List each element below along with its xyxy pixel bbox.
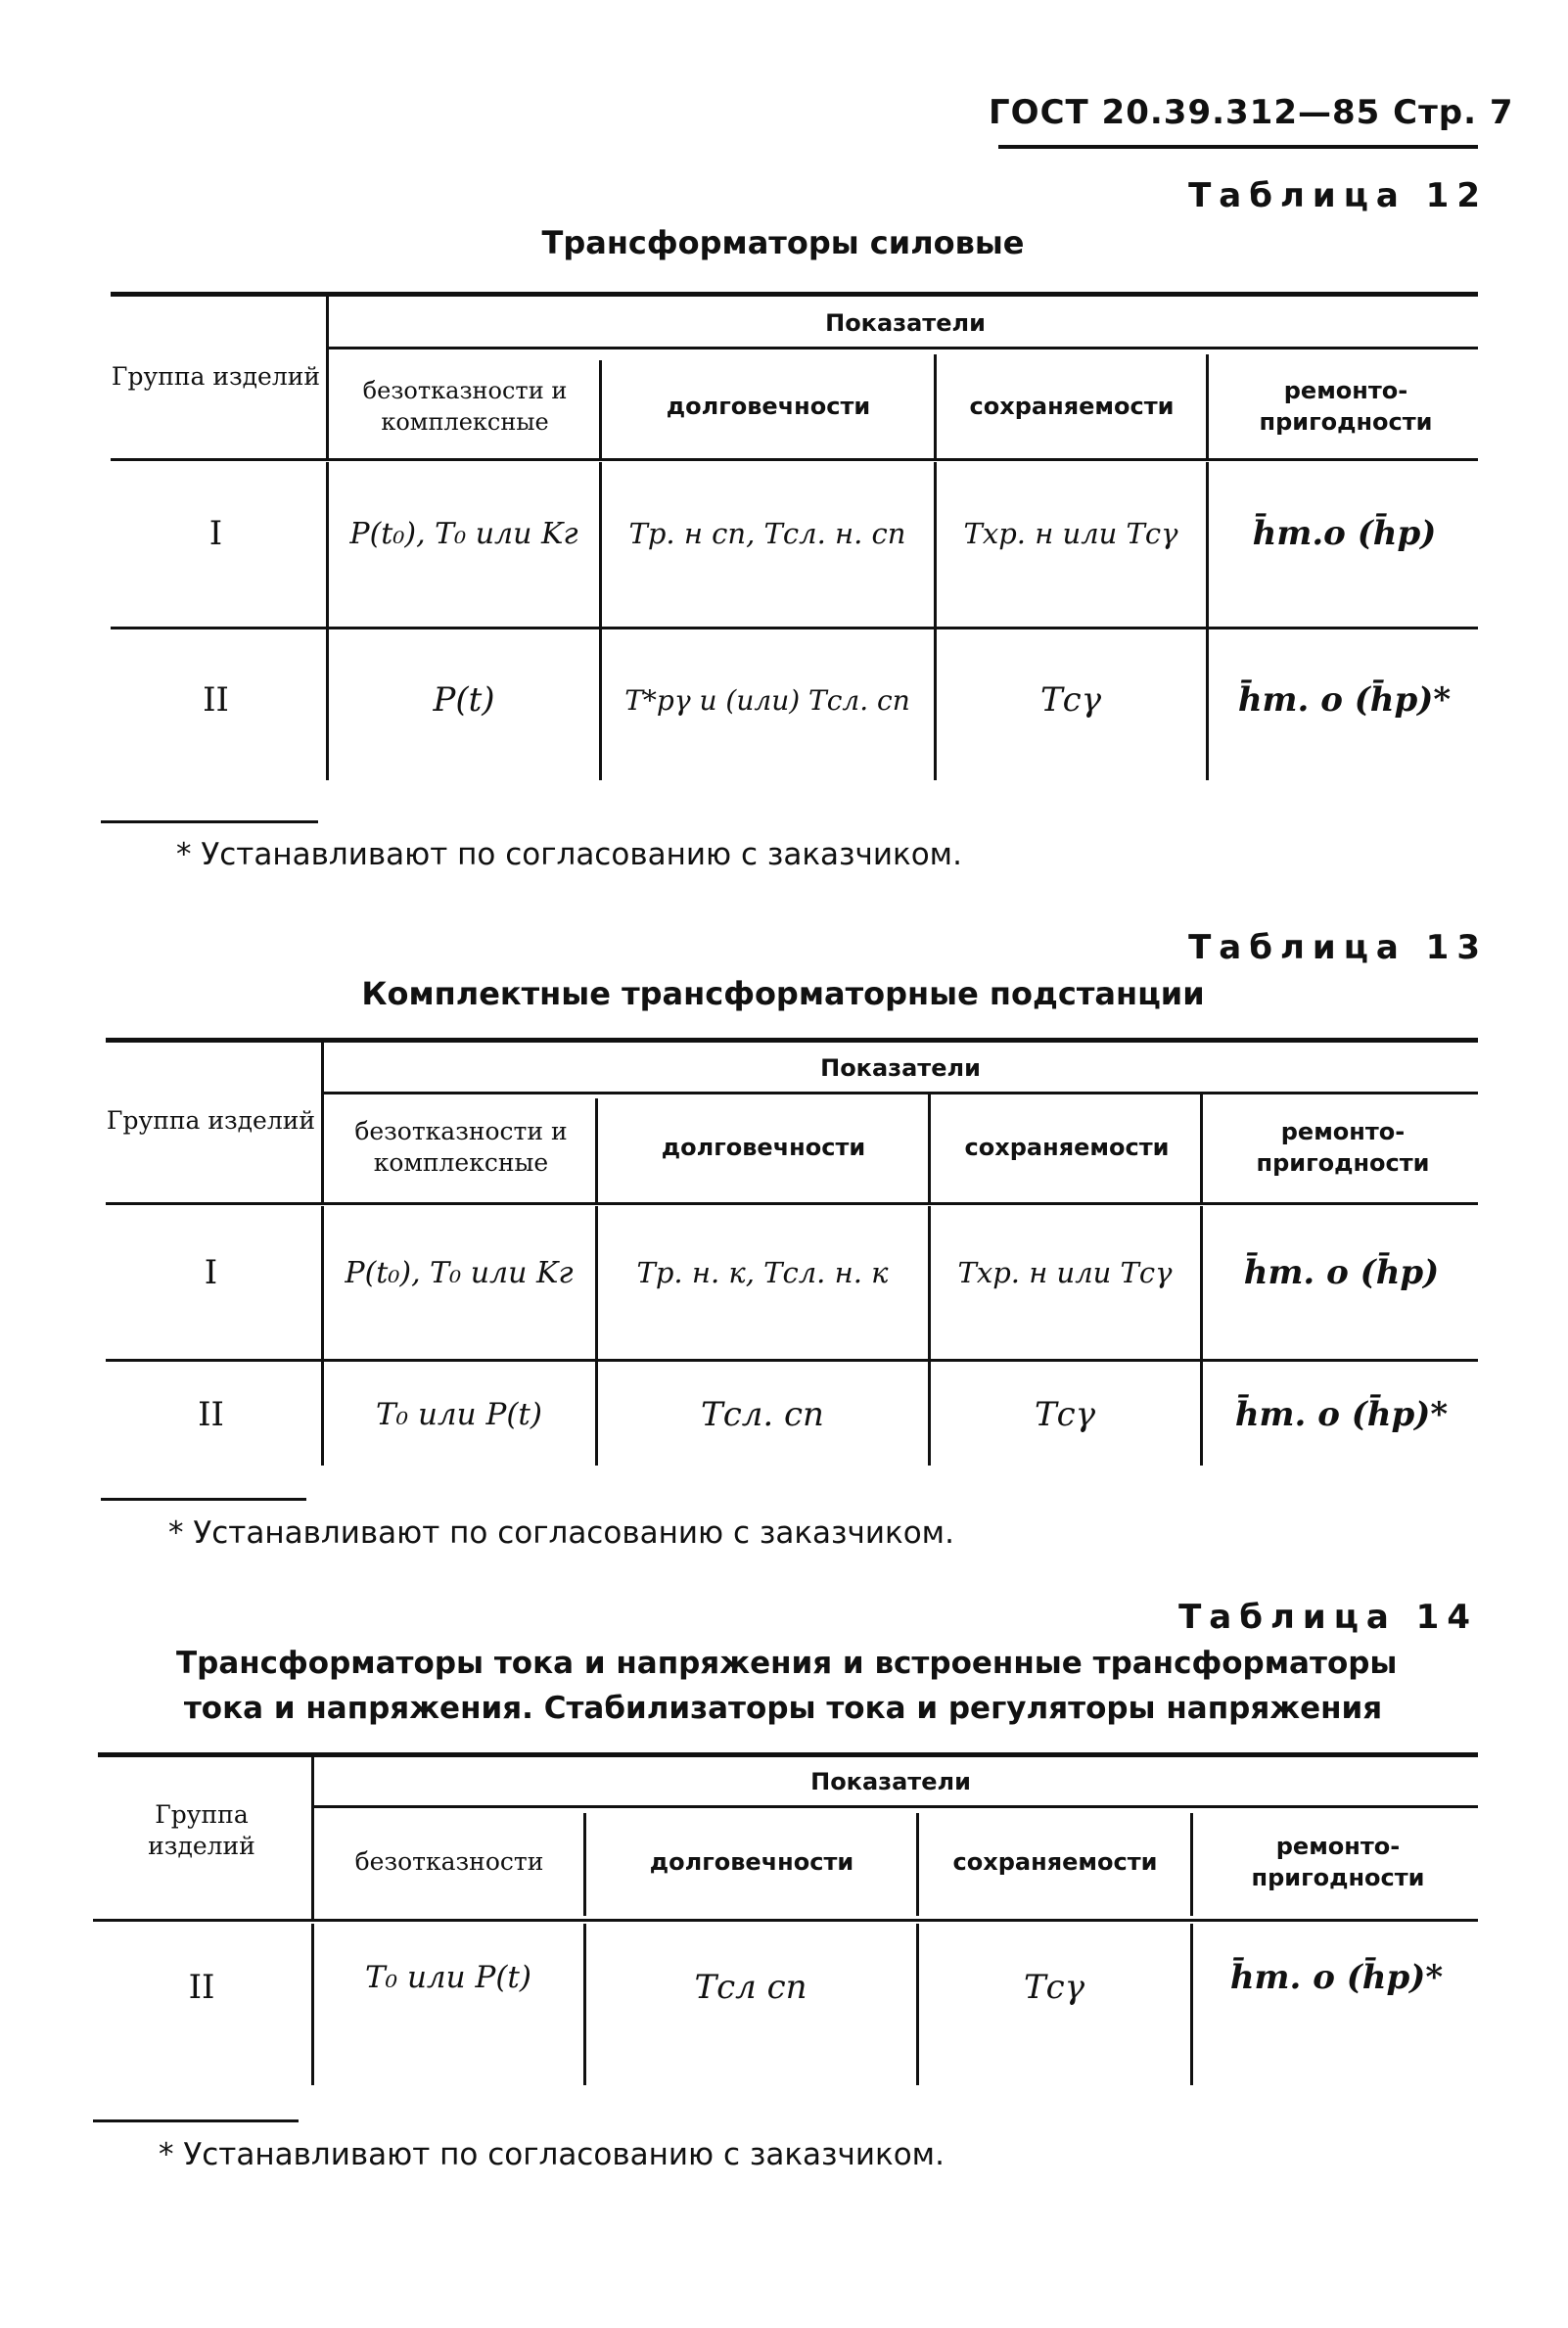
- table-12-row-2-durability: T*рγ и (или) Tсл. сп: [624, 683, 910, 717]
- table-12-col-divider-1: [599, 360, 602, 458]
- table-13-col-repairability: ремонто-пригодности: [1256, 1118, 1430, 1177]
- table-12-footnote: * Устанавливают по согласованию с заказчиком.: [176, 837, 962, 872]
- table-14-col-divider-2: [916, 1813, 919, 1916]
- table-12-row-1-storability: Tхр. н или Tсγ: [963, 517, 1178, 550]
- table-13-row-2-reliability: T₀ или P(t): [376, 1397, 542, 1432]
- table-14-col-divider-1: [583, 1813, 586, 1916]
- table-14-body-divider-2: [916, 1924, 919, 2085]
- table-14-header-rule: [93, 1919, 1478, 1922]
- table-12-col-reliability: безотказности и комплексные: [362, 377, 568, 436]
- table-12-group-divider: [326, 294, 329, 460]
- header-rule: [998, 145, 1478, 149]
- table-13-row-1-durability: Tр. н. к, Tсл. н. к: [636, 1256, 889, 1289]
- table-13-number: Таблица 13: [1188, 928, 1488, 967]
- table-14-indicators-header: Показатели: [810, 1768, 971, 1795]
- table-14-row-1-repairability: h̄т. о (h̄р)*: [1229, 1958, 1444, 1997]
- table-12-body-divider-0: [326, 462, 329, 780]
- table-13-col-durability: долговечности: [661, 1134, 866, 1161]
- table-13-row-1-storability: Tхр. н или Tсγ: [957, 1256, 1173, 1289]
- table-13-col-divider-2: [928, 1094, 931, 1202]
- table-14-col-repairability: ремонто-пригодности: [1251, 1833, 1425, 1891]
- table-14-subheader-rule: [314, 1805, 1478, 1808]
- table-12-col-divider-2: [934, 354, 937, 458]
- table-13-row-1-repairability: h̄т. о (h̄р): [1243, 1253, 1440, 1292]
- table-14-row-1-durability: Tсл сп: [694, 1968, 807, 2007]
- table-13-top-rule: [106, 1038, 1478, 1043]
- table-12-top-rule: [111, 292, 1478, 297]
- table-13-row-1-group: I: [204, 1253, 218, 1292]
- table-13-footnote: * Устанавливают по согласованию с заказчиком.: [168, 1515, 954, 1551]
- table-12-header-rule: [111, 458, 1478, 461]
- table-12-row-2-reliability: P(t): [433, 680, 495, 720]
- table-13-col-divider-1: [595, 1098, 598, 1202]
- table-14-col-storability: сохраняемости: [952, 1848, 1158, 1876]
- table-12-col-repairability: ремонто-пригодности: [1259, 377, 1433, 436]
- table-13-indicators-header: Показатели: [820, 1054, 981, 1082]
- table-13-footnote-rule: [101, 1498, 306, 1501]
- table-12-col-durability: долговечности: [666, 393, 871, 420]
- table-14-body-divider-0: [311, 1924, 314, 2085]
- table-12-col-divider-3: [1206, 354, 1209, 458]
- table-13-title: Комплектные трансформаторные подстанции: [361, 975, 1205, 1012]
- table-13-body-divider-0: [321, 1206, 324, 1466]
- table-12-indicators-header: Показатели: [825, 309, 986, 337]
- table-13-header-rule: [106, 1202, 1478, 1205]
- table-13-col-reliability: безотказности и комплексные: [354, 1117, 568, 1177]
- table-14-col-durability: долговечности: [649, 1848, 854, 1876]
- table-14-group-header: Группа изделий: [148, 1800, 255, 1860]
- table-12-footnote-rule: [101, 820, 318, 823]
- table-12-number: Таблица 12: [1188, 176, 1488, 215]
- table-13-row-2-durability: Tсл. сп: [701, 1395, 824, 1434]
- table-13-col-storability: сохраняемости: [964, 1134, 1170, 1161]
- table-13-col-divider-3: [1200, 1094, 1203, 1202]
- table-14-title-line-1: Трансформаторы тока и напряжения и встроенные трансформаторы: [176, 1646, 1398, 1681]
- table-13-subheader-rule: [324, 1092, 1478, 1094]
- table-14-title-line-2: тока и напряжения. Стабилизаторы тока и регуляторы напряжения: [183, 1691, 1383, 1726]
- table-12-group-header: Группа изделий: [111, 362, 321, 391]
- table-14-body-divider-3: [1190, 1924, 1193, 2085]
- table-12-body-divider-1: [599, 462, 602, 780]
- table-13-body-divider-3: [1200, 1206, 1203, 1466]
- table-12-row-1-group: I: [208, 514, 223, 553]
- table-12-row-2-group: II: [203, 680, 229, 720]
- table-12-title: Трансформаторы силовые: [541, 224, 1025, 261]
- table-12-body-divider-3: [1206, 462, 1209, 780]
- table-13-group-header: Группа изделий: [106, 1106, 316, 1135]
- table-12-col-storability: сохраняемости: [969, 393, 1175, 420]
- table-14-body-divider-1: [583, 1924, 586, 2085]
- table-12-row-1-durability: Tр. н сп, Tсл. н. сп: [628, 517, 906, 550]
- table-12-row-2-repairability: h̄т. о (h̄р)*: [1237, 680, 1452, 720]
- table-12-row-2-storability: Tсγ: [1039, 680, 1102, 720]
- running-header: ГОСТ 20.39.312—85 Стр. 7: [989, 93, 1514, 132]
- table-13-row-1-reliability: P(t₀), T₀ или Kг: [345, 1255, 574, 1290]
- table-13-row-2-group: II: [198, 1395, 224, 1434]
- table-12-body-divider-2: [934, 462, 937, 780]
- table-14-footnote-rule: [93, 2119, 299, 2122]
- table-13-body-divider-2: [928, 1206, 931, 1466]
- table-14-col-reliability: безотказности: [354, 1847, 544, 1876]
- table-14-row-1-storability: Tсγ: [1023, 1968, 1085, 2007]
- table-12-row-1-repairability: h̄т.о (h̄р): [1252, 514, 1437, 553]
- table-13-group-divider: [321, 1040, 324, 1204]
- table-12-subheader-rule: [329, 347, 1478, 349]
- table-13-row-rule: [106, 1359, 1478, 1362]
- table-13-row-2-repairability: h̄т. о (h̄р)*: [1234, 1395, 1449, 1434]
- table-12-row-rule: [111, 627, 1478, 629]
- table-12-row-1-reliability: P(t₀), T₀ или Kг: [349, 516, 578, 551]
- table-13-body-divider-1: [595, 1206, 598, 1466]
- table-14-col-divider-3: [1190, 1813, 1193, 1916]
- table-14-row-1-group: II: [188, 1968, 215, 2007]
- table-14-row-1-reliability: T₀ или P(t): [365, 1960, 531, 1995]
- table-14-number: Таблица 14: [1178, 1598, 1478, 1637]
- table-14-footnote: * Устанавливают по согласованию с заказчиком.: [159, 2137, 945, 2172]
- table-14-group-divider: [311, 1754, 314, 1919]
- table-13-row-2-storability: Tсγ: [1034, 1395, 1096, 1434]
